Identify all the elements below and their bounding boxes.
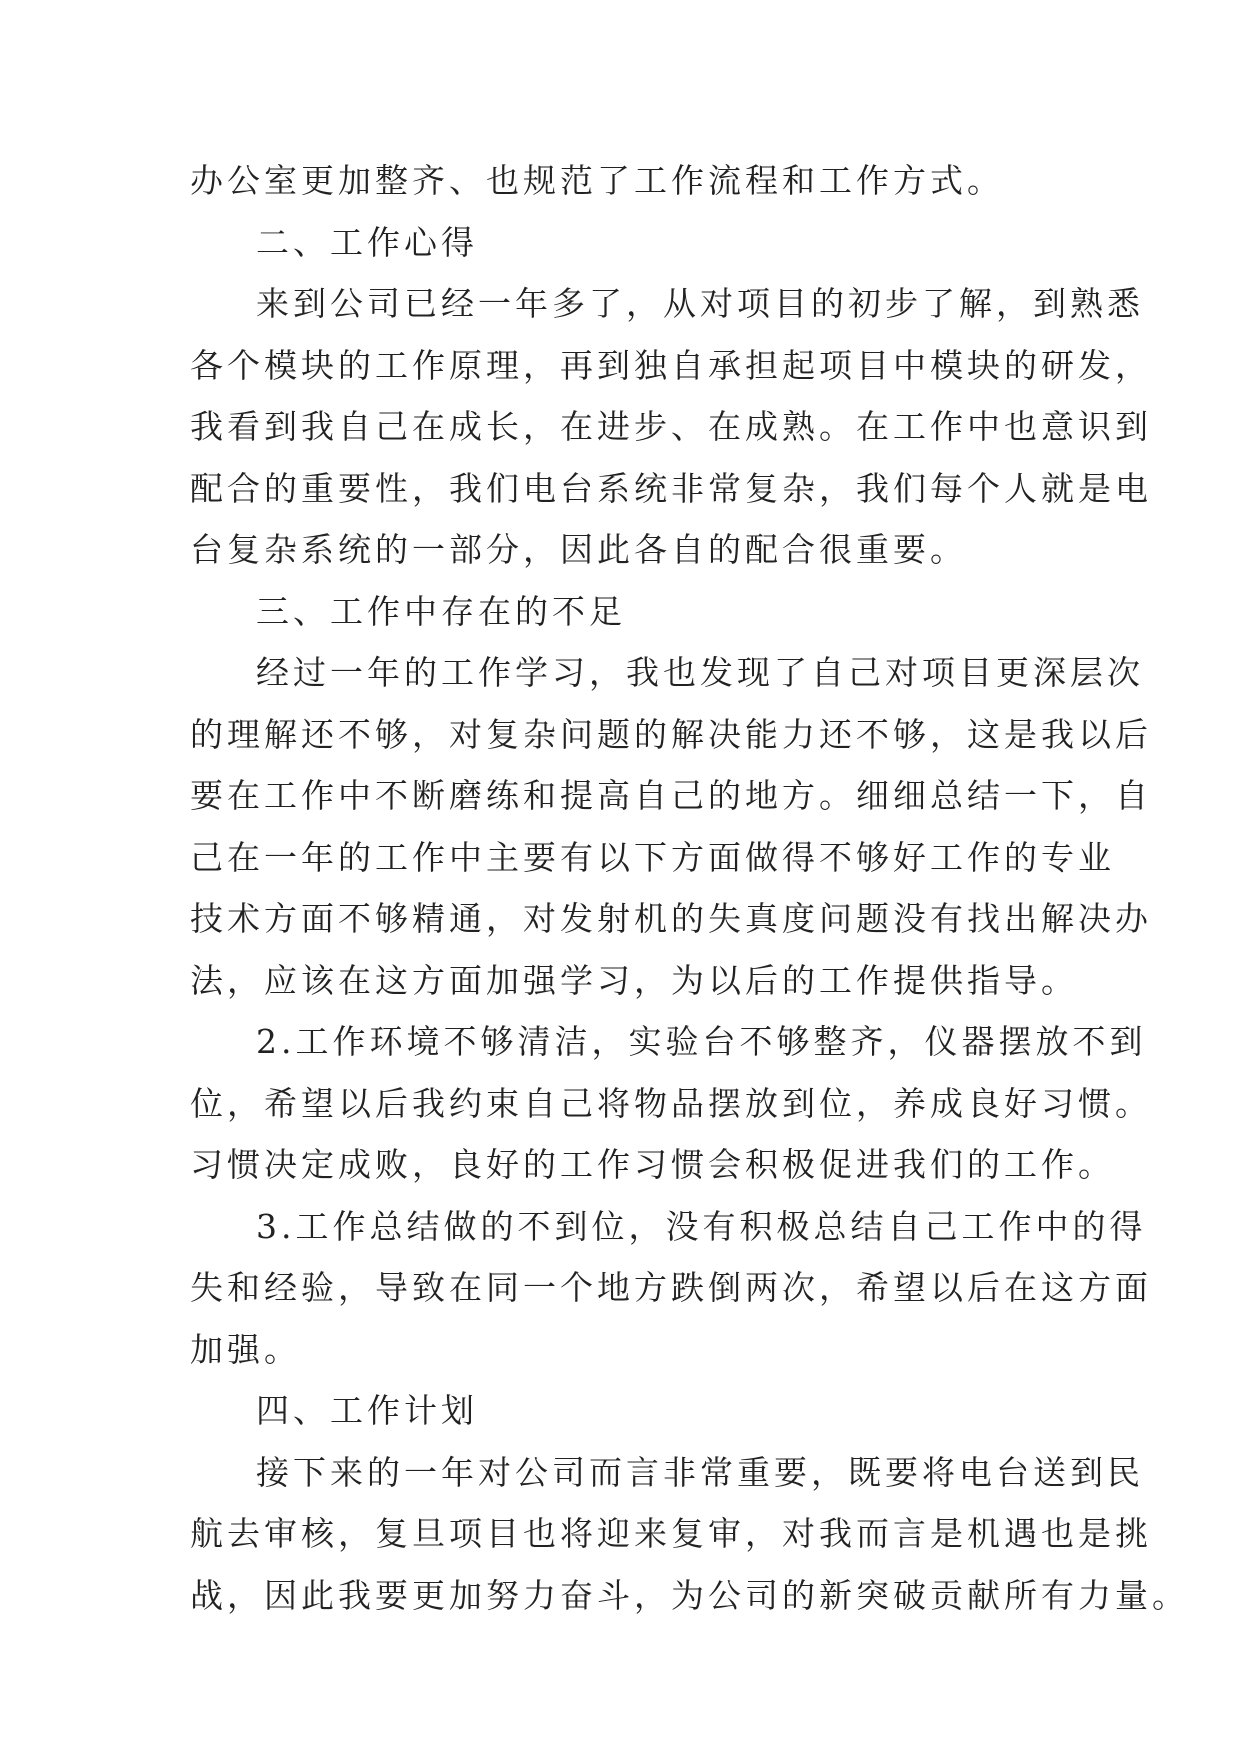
text-line: 来到公司已经一年多了，从对项目的初步了解，到熟悉 — [256, 284, 1144, 323]
text-line: 2.工作环境不够清洁，实验台不够整齐，仪器摆放不到 — [256, 1022, 1147, 1061]
text-line: 经过一年的工作学习，我也发现了自己对项目更深层次 — [256, 653, 1144, 692]
text-line: 台复杂系统的一部分，因此各自的配合很重要。 — [190, 530, 967, 569]
section-heading: 二、工作心得 — [256, 222, 478, 262]
text-line: 失和经验，导致在同一个地方跌倒两次，希望以后在这方面 — [190, 1268, 1152, 1307]
text-line: 法，应该在这方面加强学习，为以后的工作提供指导。 — [190, 960, 1078, 1000]
text-line: 加强。 — [190, 1329, 301, 1369]
text-line: 办公室更加整齐、也规范了工作流程和工作方式。 — [190, 161, 1004, 200]
section-heading: 四、工作计划 — [256, 1391, 478, 1430]
text-line: 技术方面不够精通，对发射机的失真度问题没有找出解决办 — [190, 899, 1152, 938]
text-line: 3.工作总结做的不到位，没有积极总结自己工作中的得 — [256, 1206, 1147, 1246]
section-heading: 三、工作中存在的不足 — [256, 591, 626, 631]
text-line: 的理解还不够，对复杂问题的解决能力还不够，这是我以后 — [190, 714, 1152, 754]
text-line: 配合的重要性，我们电台系统非常复杂，我们每个人就是电 — [190, 468, 1152, 508]
text-line: 接下来的一年对公司而言非常重要，既要将电台送到民 — [256, 1452, 1144, 1492]
document-body — [190, 150, 1189, 1626]
text-line: 各个模块的工作原理，再到独自承担起项目中模块的研发， — [190, 345, 1152, 385]
text-line: 战，因此我要更加努力奋斗，为公司的新突破贡献所有力量。 — [190, 1575, 1189, 1615]
text-line: 位，希望以后我约束自己将物品摆放到位，养成良好习惯。 — [190, 1083, 1152, 1123]
text-line: 航去审核，复旦项目也将迎来复审，对我而言是机遇也是挑 — [190, 1514, 1152, 1553]
text-line: 我看到我自己在成长，在进步、在成熟。在工作中也意识到 — [190, 407, 1152, 446]
text-line: 要在工作中不断磨练和提高自己的地方。细细总结一下，自 — [190, 776, 1152, 815]
text-line: 己在一年的工作中主要有以下方面做得不够好工作的专业 — [190, 837, 1115, 877]
text-line: 习惯决定成败，良好的工作习惯会积极促进我们的工作。 — [190, 1145, 1115, 1184]
